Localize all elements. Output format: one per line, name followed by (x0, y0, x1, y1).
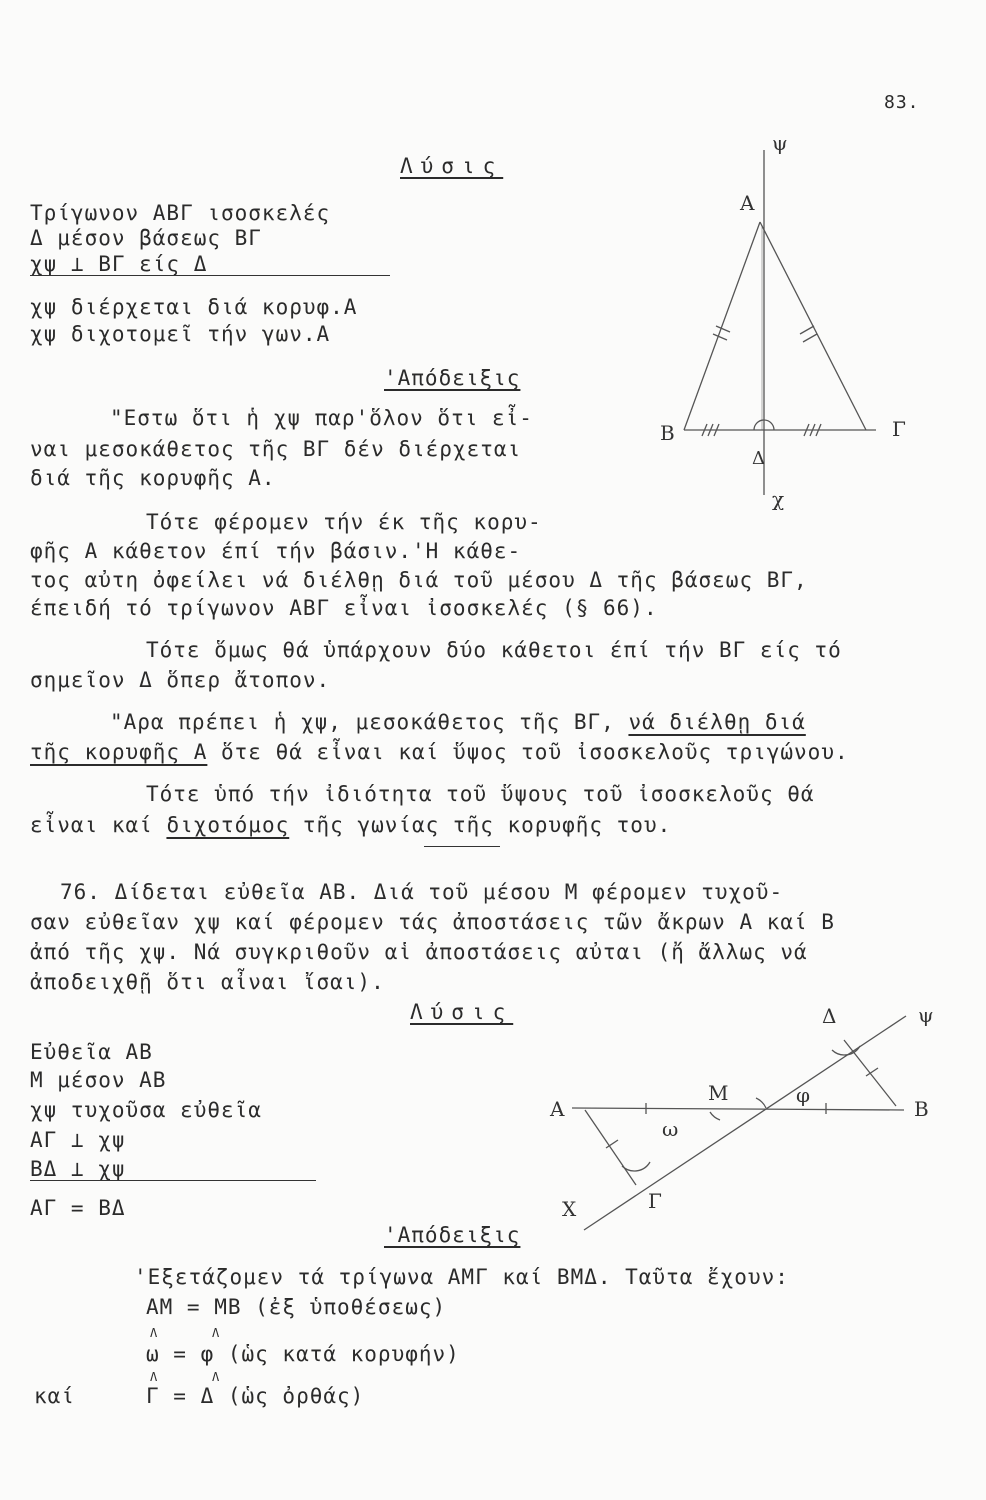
hat-omega: Λ (150, 1326, 159, 1340)
right-angle-D (832, 1046, 860, 1055)
proof-p4-l1-underlined: νά διέλθῃ διά (628, 710, 806, 734)
label-psi-1: ψ (772, 131, 788, 155)
to-prove-line-1: χψ διέρχεται διά κορυφ.Α (30, 295, 358, 319)
label-phi-2: φ (796, 1083, 811, 1107)
given2-line-4: ΑΓ ⊥ χψ (30, 1128, 126, 1152)
hat-delta: Λ (212, 1370, 221, 1384)
proof-p1-l2: ναι μεσοκάθετος τῆς ΒΓ δέν διέρχεται (30, 437, 522, 461)
proof2-eq3: Γ = Δ (ὡς ὀρθάς) (146, 1384, 365, 1408)
problem76-line-1: 76. Δίδεται εὐθεῖα ΑΒ. Διά τοῦ μέσου Μ φέρομεν τυχοῦ- (60, 880, 784, 904)
to-prove-2: ΑΓ = ΒΔ (30, 1196, 126, 1220)
proof2-eq1: ΑΜ = ΜΒ (ἐξ ὑποθέσεως) (146, 1295, 447, 1319)
proof-p4-l2-underlined: τῆς κορυφῆς Α (30, 740, 208, 764)
given2-line-3: χψ τυχοῦσα εὐθεῖα (30, 1098, 262, 1122)
segment-AB (572, 1108, 904, 1110)
proof-p2-l3: τος αὐτη ὀφείλει νά διέλθῃ διά τοῦ μέσου Δ τῆς βάσεως ΒΓ, (30, 568, 808, 592)
given-line-3: χψ ⊥ ΒΓ είς Δ (30, 252, 208, 276)
angle-phi-arc (756, 1098, 766, 1108)
solution-heading-2: Λύσις (410, 1000, 514, 1024)
label-B-2: Β (914, 1097, 929, 1121)
line-chi-psi (584, 1016, 906, 1230)
angle-omega-arc (710, 1112, 720, 1120)
label-G-2: Γ (648, 1189, 662, 1213)
given2-line-1: Εὐθεῖα ΑΒ (30, 1040, 153, 1064)
proof-p5-l2-a: εἶναι καί (30, 813, 167, 837)
perpendicular-AG (585, 1110, 636, 1185)
proof-p5-l2-underlined: διχοτόμος (166, 813, 290, 837)
proof-p2-l1: Τότε φέρομεν τήν έκ τῆς κορυ- (146, 510, 542, 534)
proof-p3-l2: σημεῖον Δ ὅπερ ἄτοπον. (30, 668, 331, 692)
proof-p5-l2-c: τῆς γωνίας τῆς κορυφῆς του. (289, 813, 672, 837)
label-A-1: Α (740, 191, 755, 215)
label-D-1: Δ (752, 448, 765, 469)
proof-p5-l1: Τότε ὑπό τήν ἰδιότητα τοῦ ὕψους τοῦ ἰσοσκελοῦς θά (146, 782, 815, 806)
given2-line-5: ΒΔ ⊥ χψ (30, 1157, 126, 1181)
solution-heading-1: Λύσις (400, 154, 504, 178)
label-chi-2: Χ (562, 1197, 577, 1221)
proof-heading-1: 'Απόδειξις (384, 366, 521, 390)
problem76-line-4: ἀποδειχθῇ ὅτι αἶναι ἴσαι). (30, 970, 385, 994)
hat-phi: Λ (212, 1326, 221, 1340)
proof2-eq2: ω = φ (ὡς κατά κορυφήν) (146, 1342, 460, 1366)
proof-heading-2: 'Απόδειξις (384, 1223, 521, 1247)
hat-gamma: Λ (150, 1370, 159, 1384)
proof-p3-l1: Τότε ὅμως θά ὑπάρχουν δύο κάθετοι έπί τήν ΒΓ είς τό (146, 638, 842, 662)
problem76-line-2: σαν εὐθεῖαν χψ καί φέρομεν τάς ἀποστάσεις τῶν ἄκρων Α καί Β (30, 910, 835, 934)
label-A-2: Α (550, 1097, 565, 1121)
proof2-intro: 'Εξετάζομεν τά τρίγωνα ΑΜΓ καί ΒΜΔ. Ταῦτα ἔχουν: (134, 1265, 789, 1289)
proof-p4-l1-text: "Αρα πρέπει ἡ χψ, μεσοκάθετος τῆς ΒΓ, (110, 710, 629, 734)
page-number: 83. (884, 92, 920, 113)
given-line-2: Δ μέσον βάσεως ΒΓ (30, 226, 262, 250)
right-angle-G (622, 1162, 650, 1171)
proof-p1-l1: "Εστω ὅτι ἡ χψ παρ'ὅλον ὅτι εἶ- (110, 406, 533, 430)
proof-p2-l2: φῆς Α κάθετον έπί τήν βάσιν.'Η κάθε- (30, 539, 522, 563)
proof2-kai: καί (34, 1384, 75, 1408)
label-psi-2: ψ (918, 1003, 934, 1027)
label-B-1: Β (660, 421, 675, 445)
given2-line-2: Μ μέσον ΑΒ (30, 1068, 167, 1092)
label-G-1: Γ (892, 417, 906, 441)
problem76-line-3: ἀπό τῆς χψ. Νά συγκριθοῦν αἱ ἀποστάσεις αὐται (ἤ ἄλλως νά (30, 940, 808, 964)
label-M-2: Μ (708, 1081, 729, 1105)
proof-p4-l2-text: ὅτε θά εἶναι καί ὕψος τοῦ ἰσοσκελοῦς τριγώνου. (207, 740, 849, 764)
proof-p1-l3: διά τῆς κορυφῆς Α. (30, 466, 276, 490)
label-omega-2: ω (662, 1117, 679, 1141)
given-line-1: Τρίγωνον ΑΒΓ ισοσκελές (30, 201, 331, 225)
to-prove-line-2: χψ διχοτομεῖ τήν γων.Α (30, 322, 331, 346)
label-chi-1: χ (772, 487, 785, 511)
proof-p2-l4: έπειδή τό τρίγωνον ΑΒΓ εἶναι ἰσοσκελές (§ 66). (30, 596, 658, 620)
label-D-2: Δ (822, 1004, 837, 1028)
